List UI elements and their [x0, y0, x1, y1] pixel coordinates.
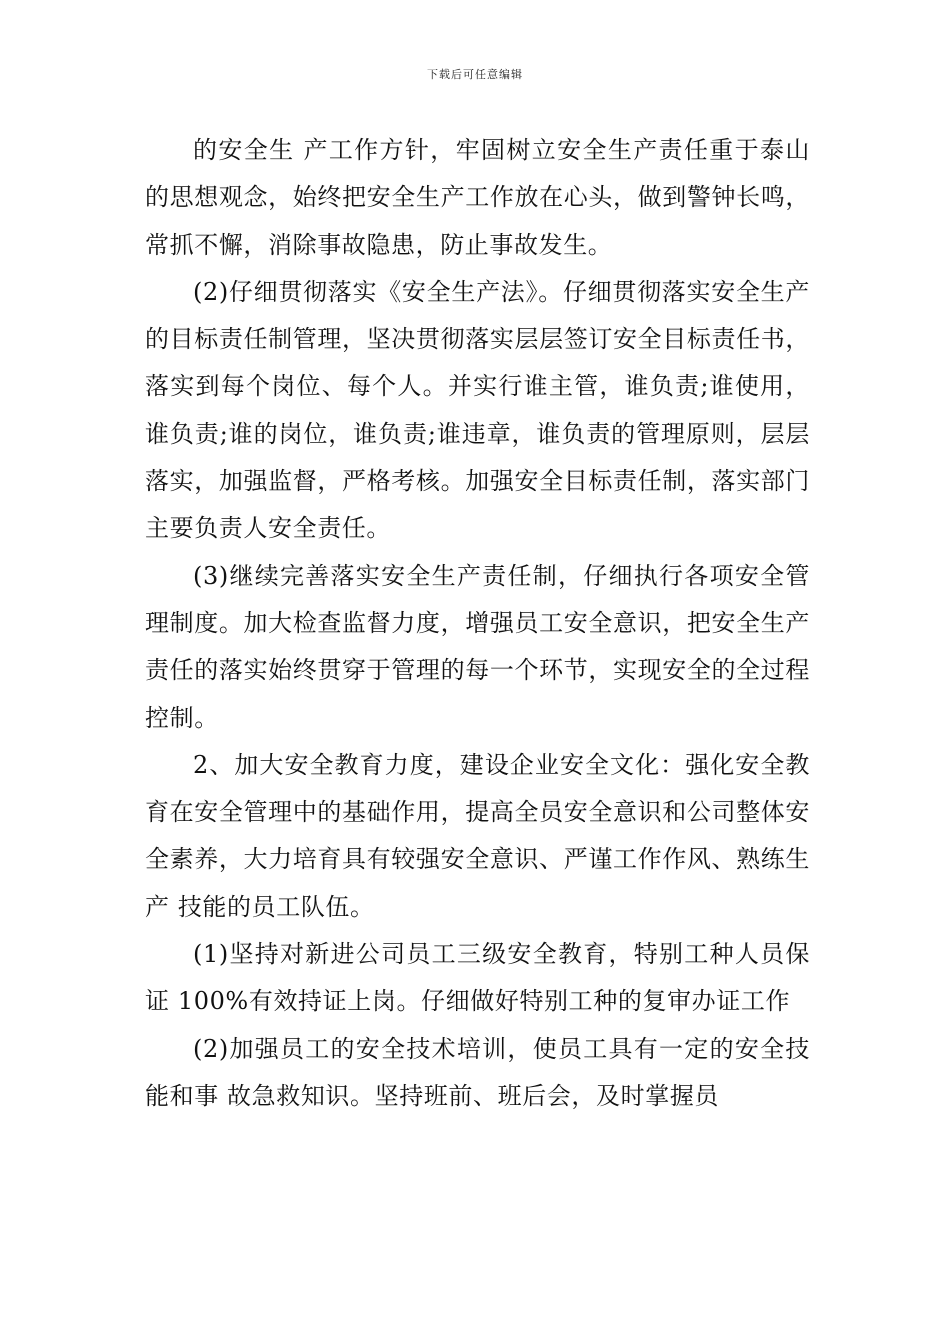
paragraph-item-2-safety-law: (2)仔细贯彻落实《安全生产法》。仔细贯彻落实安全生产的目标责任制管理，坚决贯彻落实层层签订安全目标责任书，落实到每个岗位、每个人。并实行谁主管，谁负责;谁使用，谁负责;谁的岗位，谁负责;谁违章，谁负责的管理原则，层层落实，加强监督，严格考核。加强安全目标责任制，落实部门主要负责人安全责任。	[145, 277, 810, 543]
paragraph-safety-policy: 的安全生 产工作方针，牢固树立安全生产责任重于泰山的思想观念，始终把安全生产工作放在心头，做到警钟长鸣，常抓不懈，消除事故隐患，防止事故发生。	[145, 136, 810, 259]
paragraph-item-3-responsibility-system: (3)继续完善落实安全生产责任制，仔细执行各项安全管理制度。加大检查监督力度，增强员工安全意识，把安全生产责任的落实始终贯穿于管理的每一个环节，实现安全的全过程控制。	[145, 561, 810, 732]
document-body	[145, 127, 810, 1120]
paragraph-item-1-new-employee-education: (1)坚持对新进公司员工三级安全教育，特别工种人员保证 100%有效持证上岗。仔细做好特别工种的复审办证工作	[145, 940, 810, 1016]
paragraph-section-2-safety-education: 2、加大安全教育力度，建设企业安全文化：强化安全教育在安全管理中的基础作用，提高全员安全意识和公司整体安全素养，大力培育具有较强安全意识、严谨工作作风、熟练生产 技能的员工队伍。	[145, 750, 810, 921]
page-header-note: 下载后可任意编辑	[427, 68, 523, 81]
paragraph-item-2-technical-training: (2)加强员工的安全技术培训，使员工具有一定的安全技能和事 故急救知识。坚持班前、班后会，及时掌握员	[145, 1034, 810, 1110]
